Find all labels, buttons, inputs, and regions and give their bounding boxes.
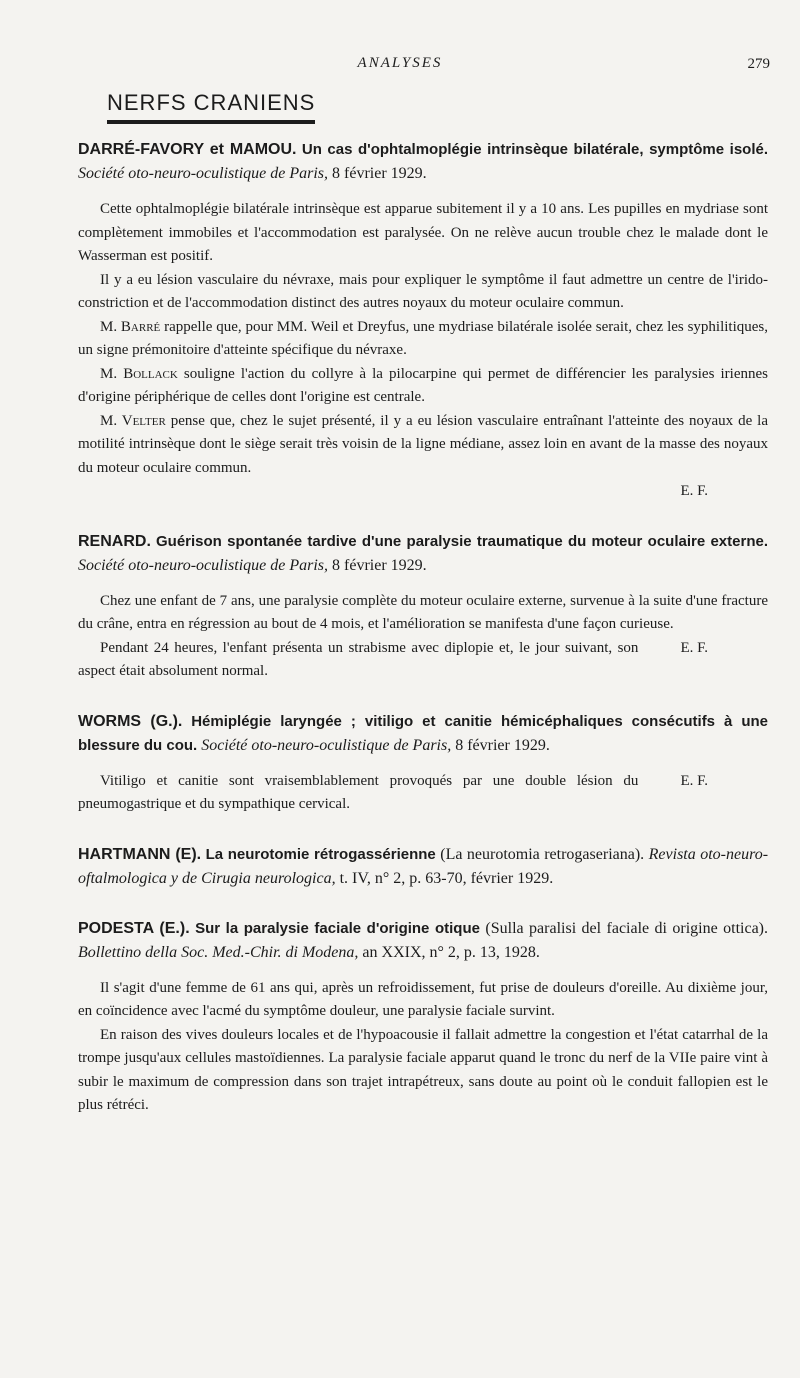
paragraph-text: pense que, chez le sujet présenté, il y a eu lésion vasculaire entraînant l'atteinte des noyaux de la motilité intrinsèque dont le siège serait très voisin de la ligne médiane, assez loin en avant de la masse des noyaux du moteur oculaire commun. bbox=[78, 412, 769, 476]
entry-paragraph bbox=[78, 316, 768, 363]
abstracts-list bbox=[78, 138, 768, 1144]
paragraph-text: Pendant 24 heures, l'enfant présenta un strabisme avec diplopie et, le jour suivant, son aspect était absolument normal. bbox=[78, 639, 639, 679]
entry-paragraph bbox=[78, 770, 768, 817]
entry-title: La neurotomie rétrogassérienne bbox=[205, 845, 436, 863]
entry-author: RENARD. bbox=[78, 532, 151, 550]
entry-original-title: (Sulla paralisi del faciale di origine ottica). bbox=[485, 919, 769, 937]
paragraph-text: Vitiligo et canitie sont vraisemblablement provoqués par une double lésion du pneumogastrique et du sympathique cervical. bbox=[78, 772, 639, 812]
entry-source: Société oto-neuro-oculistique de Paris, bbox=[78, 556, 329, 574]
section-title: NERFS CRANIENS bbox=[107, 90, 315, 124]
entry-heading bbox=[78, 138, 768, 186]
entry-paragraph bbox=[78, 637, 768, 684]
entry-heading bbox=[78, 530, 768, 578]
entry-author: DARRÉ-FAVORY et MAMOU. bbox=[78, 141, 297, 158]
entry-source: Société oto-neuro-oculistique de Paris, bbox=[78, 165, 329, 182]
entry-paragraph: En raison des vives douleurs locales et de l'hypoacousie il fallait admettre la congestion et l'état catarrhal de la trompe jusqu'aux cellules mastoïdiennes. La paralysie faciale apparut quand le tronc du nerf de la VIIe paire vint à subir le maximum de compression dans son trajet intrapétreux, sans doute au point où le conduit fallopien est le plus rétréci. bbox=[78, 1026, 768, 1113]
paragraph-text: rappelle que, pour MM. Weil et Dreyfus, une mydriase bilatérale isolée serait, chez les syphilitiques, un signe prémonitoire d'atteinte spécifique du névraxe. bbox=[78, 318, 769, 358]
entry-date: 8 février 1929. bbox=[455, 736, 550, 754]
entry-title: Guérison spontanée tardive d'une paralysie traumatique du moteur oculaire externe. bbox=[156, 532, 768, 550]
speaker-name: M. Barré bbox=[100, 318, 161, 335]
entry-paragraph: Il s'agit d'une femme de 61 ans qui, après un refroidissement, fut prise de douleurs d'oreille. Au dixième jour, en coïncidence avec l'acmé du symptôme douleur, une paralysie faciale survint. bbox=[78, 979, 768, 1019]
abstract-entry bbox=[78, 138, 768, 504]
entry-details: an XXIX, n° 2, p. 13, 1928. bbox=[362, 943, 540, 961]
entry-paragraph bbox=[78, 363, 768, 410]
paragraph-text: souligne l'action du collyre à la pilocarpine qui permet de différencier les paralysies iriennes d'origine périphérique de celles dont l'origine est centrale. bbox=[78, 365, 768, 405]
entry-original-title: (La neurotomia retrogaseriana). bbox=[440, 845, 645, 863]
entry-paragraph: Chez une enfant de 7 ans, une paralysie complète du moteur oculaire externe, survenue à la suite d'une fracture du crâne, entra en régression au bout de 4 mois, et l'amélioration se manifesta d'une façon curieuse. bbox=[78, 592, 768, 632]
entry-heading bbox=[78, 710, 768, 758]
abstract-entry bbox=[78, 530, 768, 684]
entry-details: t. IV, n° 2, p. 63-70, février 1929. bbox=[339, 869, 554, 887]
entry-author: WORMS (G.). bbox=[78, 712, 183, 730]
entry-paragraph bbox=[78, 410, 768, 481]
entry-paragraph: Cette ophtalmoplégie bilatérale intrinsèque est apparue subitement il y a 10 ans. Les pupilles en mydriase sont complètement immobiles et l'accommodation est paralysée. On ne relève aucun trouble chez le malade dont le Wasserman est positif. bbox=[78, 201, 768, 264]
page-number: 279 bbox=[747, 56, 770, 72]
entry-signature: E. F. bbox=[680, 483, 708, 499]
entry-title: Un cas d'ophtalmoplégie intrinsèque bilatérale, symptôme isolé. bbox=[301, 141, 769, 158]
entry-signature: E. F. bbox=[680, 772, 708, 789]
abstract-entry bbox=[78, 710, 768, 817]
entry-author: PODESTA (E.). bbox=[78, 919, 190, 937]
entry-date: 8 février 1929. bbox=[332, 165, 427, 182]
entry-paragraph: Il y a eu lésion vasculaire du névraxe, mais pour expliquer le symptôme il faut admettre un centre de l'irido-constriction et de l'accommodation distinct des autres noyaux du moteur oculaire commun. bbox=[78, 271, 768, 311]
entry-author: HARTMANN (E). bbox=[78, 845, 202, 863]
entry-title: Hémiplégie laryngée ; vitiligo et canitie hémicéphaliques consécutifs à une blessure du cou. bbox=[78, 712, 769, 754]
abstract-entry bbox=[78, 917, 768, 1118]
abstract-entry bbox=[78, 843, 768, 891]
entry-title: Sur la paralysie faciale d'origine otique bbox=[195, 919, 480, 937]
entry-signature: E. F. bbox=[680, 639, 708, 656]
entry-source: Revista oto-neuro-oftalmologica y de Cirugia neurologica, bbox=[78, 845, 769, 887]
running-head: ANALYSES bbox=[357, 55, 443, 71]
entry-source: Bollettino della Soc. Med.-Chir. di Modena, bbox=[78, 943, 359, 961]
entry-source: Société oto-neuro-oculistique de Paris, bbox=[201, 736, 452, 754]
speaker-name: M. Velter bbox=[100, 412, 166, 429]
entry-date: 8 février 1929. bbox=[332, 556, 427, 574]
entry-heading bbox=[78, 917, 768, 965]
speaker-name: M. Bollack bbox=[100, 365, 178, 382]
entry-heading bbox=[78, 843, 768, 891]
